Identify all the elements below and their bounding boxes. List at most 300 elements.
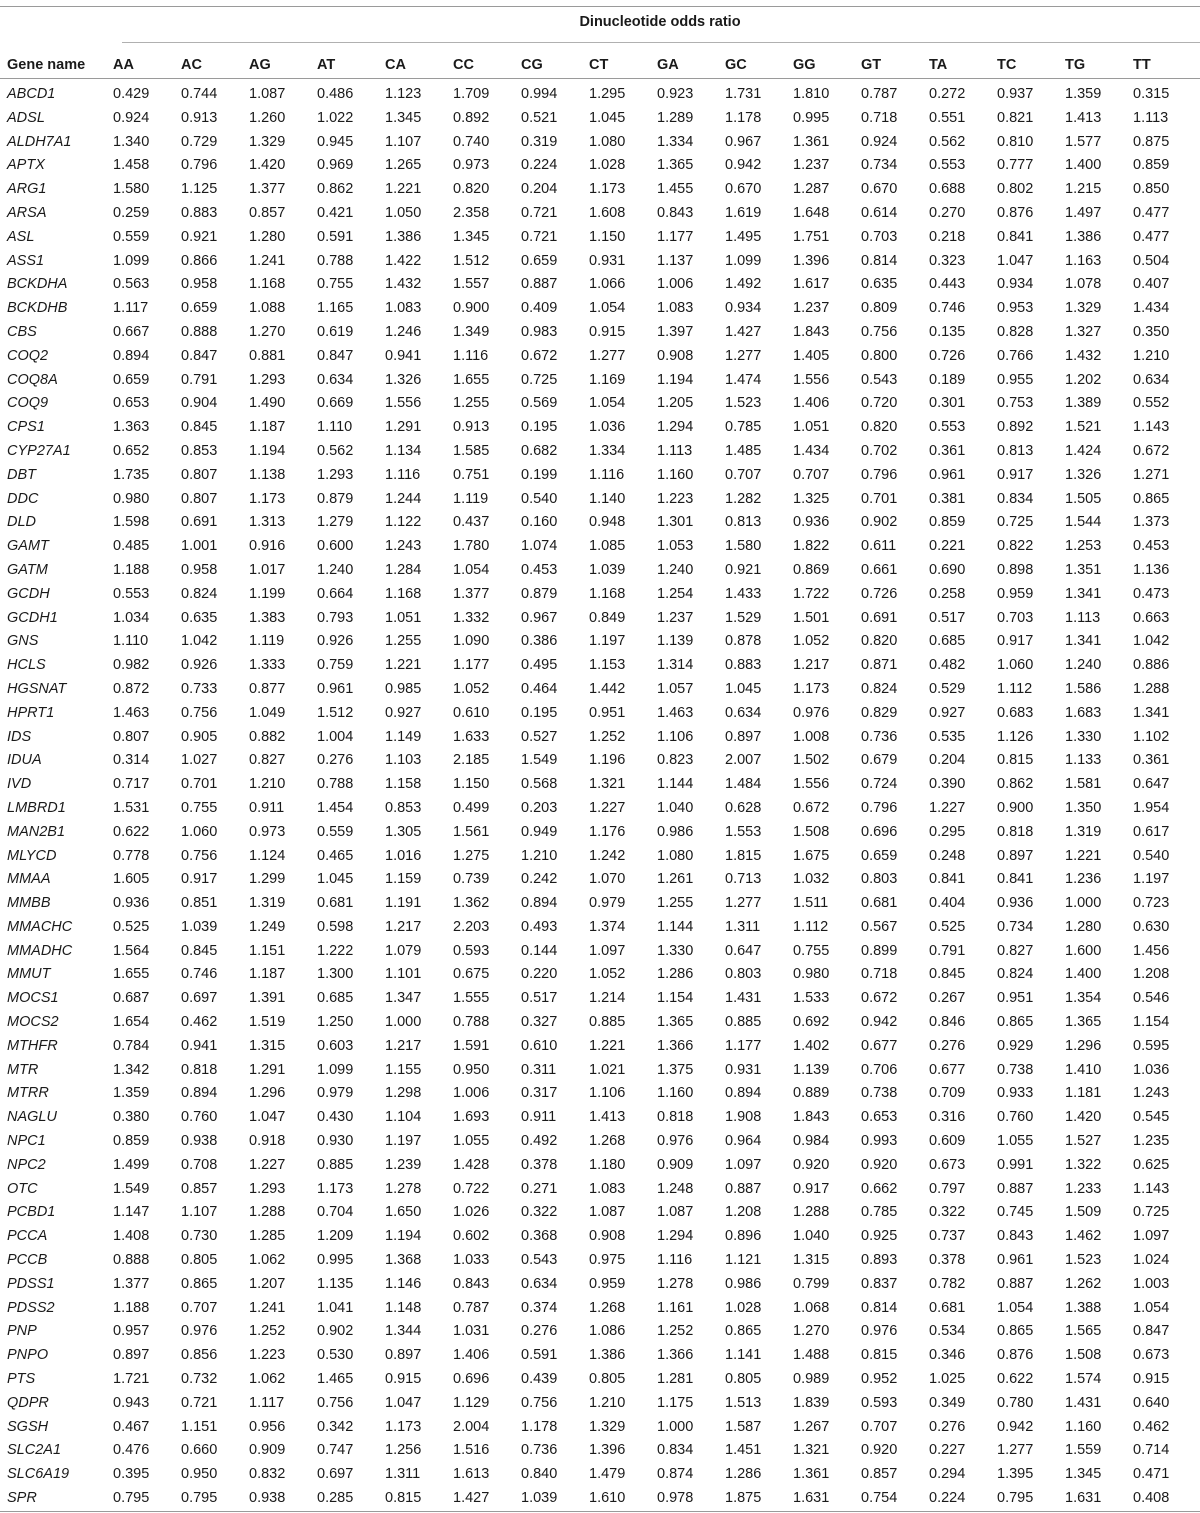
odds-ratio-cell: 1.954 [1133, 799, 1170, 816]
table-row [0, 1463, 1200, 1487]
odds-ratio-cell: 1.086 [589, 1323, 626, 1340]
gene-name-cell: MTRR [7, 1085, 49, 1102]
odds-ratio-cell: 0.818 [181, 1061, 218, 1078]
odds-ratio-cell: 0.378 [521, 1156, 558, 1173]
odds-ratio-cell: 0.203 [521, 799, 558, 816]
table-row [0, 154, 1200, 178]
odds-ratio-cell: 1.060 [997, 657, 1034, 674]
odds-ratio-cell: 0.927 [385, 704, 422, 721]
odds-ratio-cell: 0.778 [113, 847, 150, 864]
odds-ratio-cell: 0.670 [861, 181, 898, 198]
odds-ratio-cell: 1.456 [1133, 942, 1170, 959]
odds-ratio-cell: 1.083 [385, 300, 422, 317]
odds-ratio-cell: 0.820 [861, 633, 898, 650]
odds-ratio-cell: 1.270 [793, 1323, 830, 1340]
odds-ratio-cell: 0.832 [249, 1466, 286, 1483]
odds-ratio-cell: 1.555 [453, 990, 490, 1007]
odds-ratio-cell: 0.869 [793, 561, 830, 578]
odds-ratio-cell: 0.760 [181, 1109, 218, 1126]
odds-ratio-cell: 1.605 [113, 871, 150, 888]
odds-ratio-cell: 1.104 [385, 1109, 422, 1126]
odds-ratio-cell: 0.897 [725, 728, 762, 745]
odds-ratio-cell: 1.255 [657, 895, 694, 912]
odds-ratio-cell: 0.747 [317, 1442, 354, 1459]
gene-name-cell: SGSH [7, 1418, 49, 1435]
odds-ratio-cell: 0.917 [997, 633, 1034, 650]
odds-ratio-cell: 0.849 [589, 609, 626, 626]
odds-ratio-cell: 0.697 [317, 1466, 354, 1483]
odds-ratio-cell: 1.508 [793, 823, 830, 840]
odds-ratio-cell: 1.241 [249, 252, 286, 269]
odds-ratio-cell: 0.837 [861, 1275, 898, 1292]
odds-ratio-cell: 0.276 [929, 1418, 966, 1435]
odds-ratio-cell: 1.332 [453, 609, 490, 626]
odds-ratio-cell: 0.593 [453, 942, 490, 959]
odds-ratio-cell: 2.007 [725, 752, 762, 769]
gene-name-cell: SLC2A1 [7, 1442, 62, 1459]
odds-ratio-cell: 1.197 [1133, 871, 1170, 888]
odds-ratio-cell: 1.451 [725, 1442, 762, 1459]
column-header-aa: AA [113, 52, 181, 79]
odds-ratio-cell: 0.707 [725, 466, 762, 483]
odds-ratio-cell: 1.619 [725, 204, 762, 221]
column-header-ta: TA [929, 52, 997, 79]
odds-ratio-cell: 0.879 [317, 490, 354, 507]
odds-ratio-cell: 0.814 [861, 252, 898, 269]
odds-ratio-cell: 1.268 [589, 1133, 626, 1150]
odds-ratio-cell: 1.365 [657, 1014, 694, 1031]
odds-ratio-cell: 1.047 [249, 1109, 286, 1126]
odds-ratio-cell: 0.924 [113, 109, 150, 126]
odds-ratio-cell: 1.591 [453, 1037, 490, 1054]
odds-ratio-cell: 0.859 [113, 1133, 150, 1150]
odds-ratio-cell: 1.248 [657, 1180, 694, 1197]
odds-ratio-cell: 1.025 [929, 1371, 966, 1388]
odds-ratio-cell: 0.562 [929, 133, 966, 150]
gene-name-cell: DLD [7, 514, 37, 531]
odds-ratio-cell: 1.039 [589, 561, 626, 578]
odds-ratio-cell: 1.155 [385, 1061, 422, 1078]
odds-ratio-cell: 0.722 [453, 1180, 490, 1197]
odds-ratio-cell: 0.725 [997, 514, 1034, 531]
odds-ratio-cell: 1.286 [657, 966, 694, 983]
gene-name-cell: ADSL [7, 109, 45, 126]
odds-ratio-cell: 1.138 [249, 466, 286, 483]
odds-ratio-cell: 0.908 [657, 347, 694, 364]
gene-name-cell: QDPR [7, 1394, 49, 1411]
odds-ratio-cell: 0.989 [793, 1371, 830, 1388]
odds-ratio-cell: 1.123 [385, 86, 422, 102]
odds-ratio-cell: 0.840 [521, 1466, 558, 1483]
odds-ratio-cell: 1.600 [1065, 942, 1102, 959]
odds-ratio-cell: 1.650 [385, 1204, 422, 1221]
odds-ratio-cell: 1.139 [657, 633, 694, 650]
gene-name-cell: MAN2B1 [7, 823, 66, 840]
odds-ratio-cell: 1.147 [113, 1204, 150, 1221]
odds-ratio-cell: 0.897 [385, 1347, 422, 1364]
odds-ratio-cell: 0.976 [181, 1323, 218, 1340]
odds-ratio-cell: 0.803 [725, 966, 762, 983]
odds-ratio-cell: 1.087 [657, 1204, 694, 1221]
column-header-gene-name: Gene name [0, 52, 113, 79]
gene-name-cell: MTR [7, 1061, 39, 1078]
odds-ratio-cell: 0.453 [521, 561, 558, 578]
odds-ratio-cell: 0.437 [453, 514, 490, 531]
odds-ratio-cell: 0.824 [181, 585, 218, 602]
odds-ratio-cell: 0.788 [317, 252, 354, 269]
odds-ratio-cell: 0.755 [317, 276, 354, 293]
odds-ratio-cell: 1.177 [725, 1037, 762, 1054]
odds-ratio-cell: 1.549 [521, 752, 558, 769]
odds-ratio-cell: 0.453 [1133, 538, 1170, 555]
odds-ratio-cell: 1.107 [385, 133, 422, 150]
odds-ratio-cell: 1.373 [1133, 514, 1170, 531]
odds-ratio-cell: 0.755 [793, 942, 830, 959]
odds-ratio-cell: 1.252 [589, 728, 626, 745]
odds-ratio-cell: 0.888 [113, 1252, 150, 1269]
odds-ratio-cell: 1.017 [249, 561, 286, 578]
table-row [0, 440, 1200, 464]
gene-name-cell: LMBRD1 [7, 799, 66, 816]
odds-ratio-cell: 1.124 [249, 847, 286, 864]
odds-ratio-cell: 1.350 [1065, 799, 1102, 816]
odds-ratio-cell: 0.937 [997, 86, 1034, 102]
odds-ratio-cell: 0.681 [861, 895, 898, 912]
odds-ratio-cell: 1.101 [385, 966, 422, 983]
odds-ratio-cell: 1.054 [589, 395, 626, 412]
odds-ratio-cell: 0.311 [521, 1061, 557, 1078]
odds-ratio-cell: 0.894 [113, 347, 150, 364]
table-row [0, 416, 1200, 440]
odds-ratio-cell: 1.169 [589, 371, 626, 388]
odds-ratio-cell: 1.561 [453, 823, 490, 840]
table-row [0, 511, 1200, 535]
odds-ratio-cell: 1.499 [113, 1156, 150, 1173]
odds-ratio-cell: 1.315 [793, 1252, 830, 1269]
odds-ratio-cell: 1.683 [1065, 704, 1102, 721]
odds-ratio-cell: 1.497 [1065, 204, 1102, 221]
odds-ratio-cell: 1.455 [657, 181, 694, 198]
odds-ratio-cell: 1.149 [385, 728, 422, 745]
odds-ratio-cell: 1.294 [657, 419, 694, 436]
odds-ratio-cell: 1.512 [317, 704, 354, 721]
odds-ratio-cell: 1.585 [453, 442, 490, 459]
odds-ratio-cell: 0.904 [181, 395, 218, 412]
odds-ratio-cell: 1.141 [725, 1347, 762, 1364]
odds-ratio-cell: 1.465 [317, 1371, 354, 1388]
odds-ratio-cell: 0.707 [861, 1418, 898, 1435]
odds-ratio-cell: 1.045 [725, 680, 762, 697]
table-row [0, 1344, 1200, 1368]
odds-ratio-cell: 0.691 [861, 609, 898, 626]
odds-ratio-cell: 0.259 [113, 204, 150, 221]
odds-ratio-cell: 0.562 [317, 442, 354, 459]
odds-ratio-cell: 1.188 [113, 1299, 150, 1316]
odds-ratio-cell: 0.961 [997, 1252, 1034, 1269]
odds-ratio-cell: 0.672 [1133, 442, 1170, 459]
odds-ratio-cell: 1.221 [1065, 847, 1102, 864]
table-row [0, 1035, 1200, 1059]
odds-ratio-cell: 0.821 [997, 109, 1034, 126]
odds-ratio-cell: 1.341 [1065, 585, 1102, 602]
odds-ratio-cell: 1.553 [725, 823, 762, 840]
odds-ratio-cell: 0.395 [113, 1466, 150, 1483]
odds-ratio-cell: 0.195 [521, 704, 558, 721]
odds-ratio-cell: 1.519 [249, 1014, 286, 1031]
gene-name-cell: BCKDHA [7, 276, 68, 293]
odds-ratio-cell: 1.178 [725, 109, 762, 126]
odds-ratio-cell: 0.942 [997, 1418, 1034, 1435]
odds-ratio-cell: 1.241 [249, 1299, 286, 1316]
odds-ratio-cell: 0.993 [861, 1133, 898, 1150]
odds-ratio-cell: 1.549 [113, 1180, 150, 1197]
odds-ratio-cell: 1.116 [657, 1252, 693, 1269]
odds-ratio-cell: 0.675 [453, 966, 490, 983]
odds-ratio-cell: 1.144 [657, 918, 694, 935]
odds-ratio-cell: 1.406 [793, 395, 830, 412]
odds-ratio-cell: 0.887 [521, 276, 558, 293]
odds-ratio-cell: 0.368 [521, 1228, 558, 1245]
odds-ratio-cell: 0.443 [929, 276, 966, 293]
odds-ratio-cell: 1.233 [1065, 1180, 1102, 1197]
odds-ratio-cell: 0.707 [793, 466, 830, 483]
odds-ratio-cell: 0.915 [385, 1371, 422, 1388]
odds-ratio-cell: 0.476 [113, 1442, 150, 1459]
odds-ratio-cell: 1.735 [113, 466, 150, 483]
column-header-at: AT [317, 52, 385, 79]
odds-ratio-cell: 1.474 [725, 371, 762, 388]
odds-ratio-cell: 1.655 [113, 966, 150, 983]
odds-ratio-cell: 0.242 [521, 871, 558, 888]
odds-ratio-cell: 1.221 [385, 181, 422, 198]
odds-ratio-cell: 0.795 [997, 1490, 1034, 1507]
table-row [0, 1225, 1200, 1249]
gene-name-cell: PDSS1 [7, 1275, 55, 1292]
odds-ratio-cell: 0.663 [1133, 609, 1170, 626]
odds-ratio-cell: 1.361 [793, 1466, 830, 1483]
gene-name-cell: BCKDHB [7, 300, 68, 317]
odds-ratio-cell: 0.703 [997, 609, 1034, 626]
odds-ratio-cell: 0.795 [181, 1490, 218, 1507]
odds-ratio-cell: 0.471 [1133, 1466, 1170, 1483]
odds-ratio-cell: 1.099 [113, 252, 150, 269]
odds-ratio-cell: 0.619 [317, 323, 354, 340]
odds-ratio-cell: 0.733 [181, 680, 218, 697]
gene-name-cell: OTC [7, 1180, 38, 1197]
odds-ratio-cell: 1.270 [249, 323, 286, 340]
group-rule [122, 42, 1200, 43]
odds-ratio-cell: 0.951 [589, 704, 626, 721]
odds-ratio-cell: 0.843 [997, 1228, 1034, 1245]
odds-ratio-cell: 1.150 [453, 776, 490, 793]
odds-ratio-cell: 0.753 [997, 395, 1034, 412]
odds-ratio-cell: 0.900 [997, 799, 1034, 816]
odds-ratio-cell: 0.610 [453, 704, 490, 721]
odds-ratio-cell: 1.135 [317, 1275, 354, 1292]
odds-ratio-cell: 0.622 [113, 823, 150, 840]
odds-ratio-cell: 0.551 [929, 109, 966, 126]
odds-ratio-cell: 0.851 [181, 895, 218, 912]
gene-name-cell: NAGLU [7, 1109, 57, 1126]
odds-ratio-cell: 1.479 [589, 1466, 626, 1483]
odds-ratio-cell: 0.913 [453, 419, 490, 436]
odds-ratio-cell: 1.066 [589, 276, 626, 293]
odds-ratio-cell: 1.345 [1065, 1466, 1102, 1483]
odds-ratio-cell: 1.039 [181, 918, 218, 935]
odds-ratio-cell: 0.144 [521, 942, 558, 959]
odds-ratio-cell: 0.822 [997, 538, 1034, 555]
odds-ratio-cell: 0.827 [249, 752, 286, 769]
table-row [0, 1130, 1200, 1154]
odds-ratio-cell: 1.342 [113, 1061, 150, 1078]
odds-ratio-cell: 1.126 [997, 728, 1034, 745]
table-row [0, 79, 1200, 107]
odds-ratio-cell: 1.221 [589, 1037, 626, 1054]
odds-ratio-cell: 1.223 [657, 490, 694, 507]
odds-ratio-cell: 0.721 [181, 1394, 218, 1411]
odds-ratio-cell: 1.207 [249, 1275, 286, 1292]
odds-ratio-cell: 1.031 [453, 1323, 490, 1340]
odds-ratio-cell: 0.189 [929, 371, 966, 388]
odds-ratio-cell: 1.523 [1065, 1252, 1102, 1269]
column-header-cc: CC [453, 52, 521, 79]
odds-ratio-cell: 1.293 [249, 371, 286, 388]
odds-ratio-cell: 1.334 [657, 133, 694, 150]
odds-ratio-cell: 0.853 [385, 799, 422, 816]
odds-ratio-cell: 0.527 [521, 728, 558, 745]
odds-ratio-cell: 0.697 [181, 990, 218, 1007]
odds-ratio-cell: 0.959 [997, 585, 1034, 602]
odds-ratio-cell: 1.275 [453, 847, 490, 864]
odds-ratio-cell: 0.681 [317, 895, 354, 912]
odds-ratio-cell: 1.420 [1065, 1109, 1102, 1126]
odds-ratio-cell: 0.872 [113, 680, 150, 697]
odds-ratio-cell: 1.580 [725, 538, 762, 555]
odds-ratio-cell: 0.815 [385, 1490, 422, 1507]
odds-ratio-cell: 1.721 [113, 1371, 150, 1388]
odds-ratio-cell: 0.777 [997, 157, 1034, 174]
odds-ratio-cell: 1.386 [1065, 228, 1102, 245]
odds-ratio-cell: 1.253 [1065, 538, 1102, 555]
odds-ratio-cell: 1.556 [793, 371, 830, 388]
odds-ratio-cell: 0.879 [521, 585, 558, 602]
odds-ratio-cell: 1.577 [1065, 133, 1102, 150]
odds-ratio-cell: 1.586 [1065, 680, 1102, 697]
odds-ratio-cell: 0.535 [929, 728, 966, 745]
bottom-rule [0, 1511, 1200, 1512]
gene-name-cell: HGSNAT [7, 680, 67, 697]
odds-ratio-cell: 1.001 [181, 538, 218, 555]
odds-ratio-cell: 0.805 [181, 1252, 218, 1269]
odds-ratio-cell: 0.598 [317, 918, 354, 935]
odds-ratio-cell: 0.930 [317, 1133, 354, 1150]
odds-ratio-cell: 1.255 [385, 633, 422, 650]
odds-ratio-cell: 0.843 [657, 204, 694, 221]
gene-name-cell: CYP27A1 [7, 442, 71, 459]
odds-ratio-cell: 1.008 [793, 728, 830, 745]
odds-ratio-cell: 1.178 [521, 1418, 558, 1435]
odds-ratio-cell: 1.148 [385, 1299, 422, 1316]
odds-ratio-cell: 1.049 [249, 704, 286, 721]
gene-name-cell: APTX [7, 157, 45, 174]
odds-ratio-cell: 0.936 [793, 514, 830, 531]
odds-ratio-cell: 1.173 [385, 1418, 422, 1435]
odds-ratio-cell: 0.517 [521, 990, 558, 1007]
odds-ratio-cell: 2.185 [453, 752, 490, 769]
odds-ratio-cell: 0.980 [793, 966, 830, 983]
odds-ratio-cell: 0.787 [861, 86, 898, 102]
odds-ratio-cell: 1.000 [385, 1014, 422, 1031]
table-row [0, 654, 1200, 678]
odds-ratio-cell: 0.725 [1133, 1204, 1170, 1221]
odds-ratio-cell: 1.173 [249, 490, 286, 507]
odds-ratio-cell: 0.784 [113, 1037, 150, 1054]
odds-ratio-cell: 1.244 [385, 490, 422, 507]
odds-ratio-cell: 1.340 [113, 133, 150, 150]
odds-ratio-cell: 0.673 [929, 1156, 966, 1173]
odds-ratio-cell: 0.738 [997, 1061, 1034, 1078]
odds-ratio-cell: 1.028 [725, 1299, 762, 1316]
table-row [0, 1487, 1200, 1511]
table-row [0, 821, 1200, 845]
odds-ratio-cell: 0.729 [181, 133, 218, 150]
odds-ratio-cell: 0.703 [861, 228, 898, 245]
odds-ratio-cell: 1.424 [1065, 442, 1102, 459]
odds-ratio-cell: 0.995 [317, 1252, 354, 1269]
odds-ratio-cell: 0.900 [453, 300, 490, 317]
odds-ratio-cell: 1.281 [657, 1371, 694, 1388]
odds-ratio-cell: 1.420 [249, 157, 286, 174]
odds-ratio-cell: 0.271 [521, 1180, 558, 1197]
odds-ratio-cell: 0.688 [929, 181, 966, 198]
odds-ratio-cell: 1.090 [453, 633, 490, 650]
odds-ratio-cell: 1.709 [453, 86, 490, 102]
odds-ratio-cell: 1.016 [385, 847, 422, 864]
odds-ratio-cell: 0.888 [181, 323, 218, 340]
odds-ratio-cell: 1.463 [113, 704, 150, 721]
odds-ratio-cell: 1.284 [385, 561, 422, 578]
odds-ratio-cell: 1.227 [589, 799, 626, 816]
odds-ratio-cell: 0.956 [249, 1418, 286, 1435]
odds-ratio-cell: 0.653 [861, 1109, 898, 1126]
odds-ratio-cell: 0.495 [521, 657, 558, 674]
odds-ratio-cell: 1.210 [1133, 347, 1170, 364]
odds-ratio-cell: 0.969 [317, 157, 354, 174]
odds-ratio-cell: 1.531 [113, 799, 150, 816]
table-row [0, 916, 1200, 940]
odds-ratio-cell: 0.913 [181, 109, 218, 126]
odds-ratio-cell: 0.916 [249, 538, 286, 555]
odds-ratio-cell: 0.756 [861, 323, 898, 340]
odds-ratio-cell: 1.227 [249, 1156, 286, 1173]
odds-ratio-cell: 0.736 [861, 728, 898, 745]
odds-ratio-cell: 1.160 [657, 466, 694, 483]
odds-ratio-cell: 1.121 [725, 1252, 762, 1269]
odds-ratio-cell: 0.276 [317, 752, 354, 769]
odds-ratio-cell: 0.381 [929, 490, 966, 507]
odds-ratio-cell: 1.333 [249, 657, 286, 674]
gene-name-cell: GAMT [7, 538, 49, 555]
odds-ratio-cell: 1.366 [657, 1037, 694, 1054]
odds-ratio-cell: 0.841 [997, 228, 1034, 245]
odds-ratio-cell: 0.918 [249, 1133, 286, 1150]
odds-ratio-cell: 0.543 [861, 371, 898, 388]
odds-ratio-cell: 0.754 [861, 1490, 898, 1507]
odds-ratio-cell: 0.744 [181, 86, 218, 102]
odds-ratio-cell: 1.289 [657, 109, 694, 126]
odds-ratio-cell: 1.296 [249, 1085, 286, 1102]
odds-ratio-cell: 0.871 [861, 657, 898, 674]
